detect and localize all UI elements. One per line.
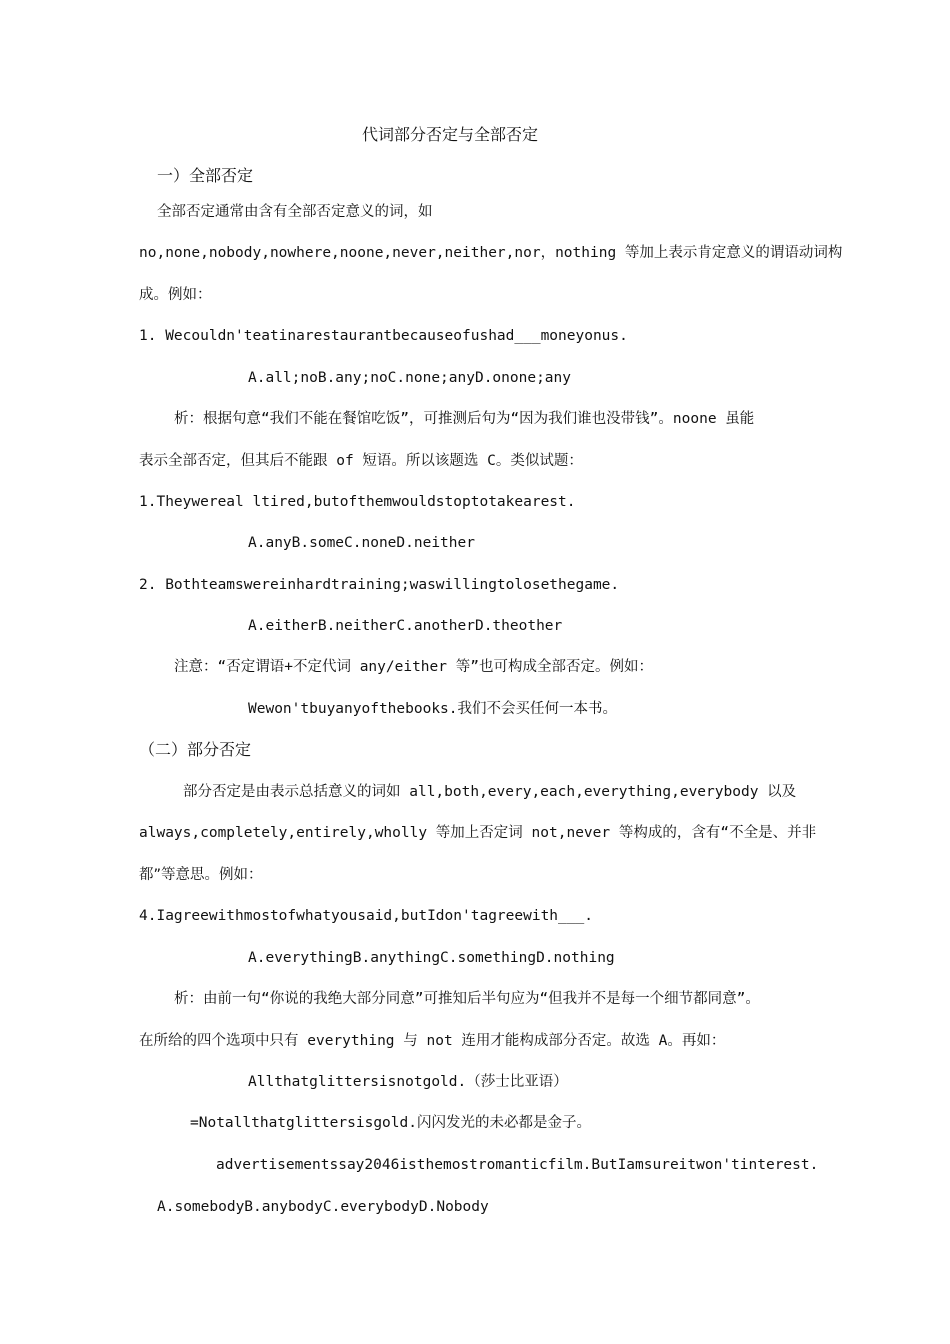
section-heading-partial-negation: （二）部分否定	[139, 740, 252, 759]
question-5-options: A.somebodyB.anybodyC.everybodyD.Nobody	[157, 1199, 489, 1215]
page-title: 代词部分否定与全部否定	[362, 125, 539, 144]
question-5: advertisementssay2046isthemostromanticfilm.ButIamsureitwon'tinterest.	[216, 1157, 819, 1173]
example-line: =Notallthatglittersisgold.闪闪发光的未必都是金子。	[190, 1115, 591, 1131]
question-1-options: A.all;noB.any;noC.none;anyD.onone;any	[248, 370, 572, 386]
note-line: 注意：“否定谓语+不定代词 any/either 等”也可构成全部否定。例如：	[174, 659, 653, 675]
question-1: 1. Wecouldn'teatinarestaurantbecauseofushad___moneyonus.	[139, 328, 628, 344]
question-3-options: A.eitherB.neitherC.anotherD.theother	[248, 618, 563, 634]
note-example: Wewon'tbuyanyofthebooks.我们不会买任何一本书。	[248, 701, 618, 717]
paragraph-line: always,completely,entirely,wholly 等加上否定词 not,never 等构成的，含有“不全是、并非	[139, 825, 817, 841]
analysis-line: 在所给的四个选项中只有 everything 与 not 连用才能构成部分否定。故选 A。再如：	[139, 1033, 726, 1049]
section-heading-total-negation: 一）全部否定	[157, 166, 254, 185]
analysis-line: 析：由前一句“你说的我绝大部分同意”可推知后半句应为“但我并不是每一个细节都同意”。	[174, 991, 760, 1007]
analysis-line: 析：根据句意“我们不能在餐馆吃饭”，可推测后句为“因为我们谁也没带钱”。noone 虽能	[174, 411, 755, 427]
example-line: Allthatglittersisnotgold.（莎士比亚语）	[248, 1074, 568, 1090]
question-4-options: A.everythingB.anythingC.somethingD.nothing	[248, 950, 615, 966]
analysis-line: 表示全部否定，但其后不能跟 of 短语。所以该题选 C。类似试题：	[139, 453, 583, 469]
question-2: 1.Theywereal ltired,butofthemwouldstoptotakearest.	[139, 494, 576, 510]
paragraph-line: no,none,nobody,nowhere,noone,never,neither,nor，nothing 等加上表示肯定意义的谓语动词构	[139, 245, 843, 261]
question-2-options: A.anyB.someC.noneD.neither	[248, 535, 475, 551]
paragraph-line: 都”等意思。例如：	[139, 867, 263, 883]
paragraph-line: 成。例如：	[139, 287, 212, 303]
question-3: 2. Bothteamswereinhardtraining;waswillingtolosethegame.	[139, 577, 620, 593]
paragraph-line: 部分否定是由表示总括意义的词如 all,both,every,each,everything,everybody 以及	[183, 784, 797, 800]
paragraph-line: 全部否定通常由含有全部否定意义的词，如	[157, 204, 433, 220]
question-4: 4.Iagreewithmostofwhatyousaid,butIdon'tagreewith___.	[139, 908, 593, 924]
